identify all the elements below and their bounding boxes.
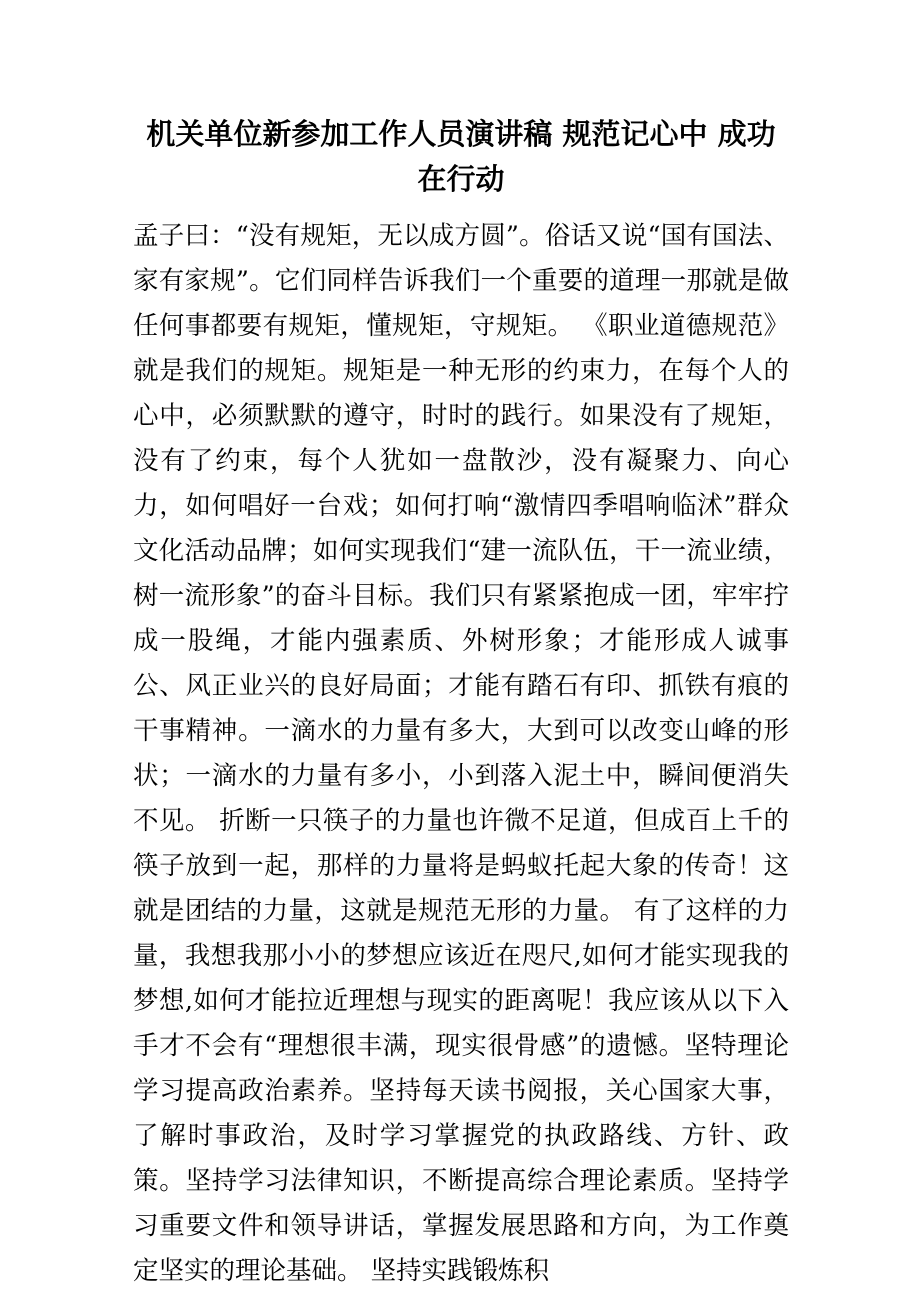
page-title: 机关单位新参加工作人员演讲稿 规范记心中 成功在行动 bbox=[146, 117, 776, 196]
document-content bbox=[133, 112, 789, 1294]
document-body-paragraph: 孟子曰：“没有规矩，无以成方圆”。俗话又说“国有国法、家有家规”。它们同样告诉我们一个重要的道理一那就是做任何事都要有规矩，懂规矩，守规矩。 《职业道德规范》就是我们的规矩。规矩是一种无形的约束力，在每个人的心中，必须默默的遵守，时时的践行。如果没有了规矩，没有了约束，每个人犹如一盘散沙，没有凝聚力、向心力，如何唱好一台戏；如何打响“激情四季唱响临沭”群众文化活动品牌；如何实现我们“建一流队伍，干一流业绩，树一流形象”的奋斗目标。我们只有紧紧抱成一团，牢牢拧成一股绳，才能内强素质、外树形象；才能形成人诚事公、风正业兴的良好局面；才能有踏石有印、抓铁有痕的干事精神。一滴水的力量有多大，大到可以改变山峰的形状；一滴水的力量有多小，小到落入泥土中，瞬间便消失不见。 折断一只筷子的力量也许微不足道，但成百上千的筷子放到一起，那样的力量将是蚂蚁托起大象的传奇！这就是团结的力量，这就是规范无形的力量。 有了这样的力量，我想我那小小的梦想应该近在咫尺,如何才能实现我的梦想,如何才能拉近理想与现实的距离呢！我应该从以下入手才不会有“理想很丰满，现实很骨感”的遗憾。坚特理论学习提高政治素养。坚持每天读书阅报，关心国家大事，了解时事政治，及时学习掌握党的执政路线、方针、政策。坚持学习法律知识，不断提高综合理论素质。坚持学习重要文件和领导讲话，掌握发展思路和方向，为工作奠定坚实的理论基础。 坚持实践锻炼积 bbox=[133, 221, 789, 1286]
